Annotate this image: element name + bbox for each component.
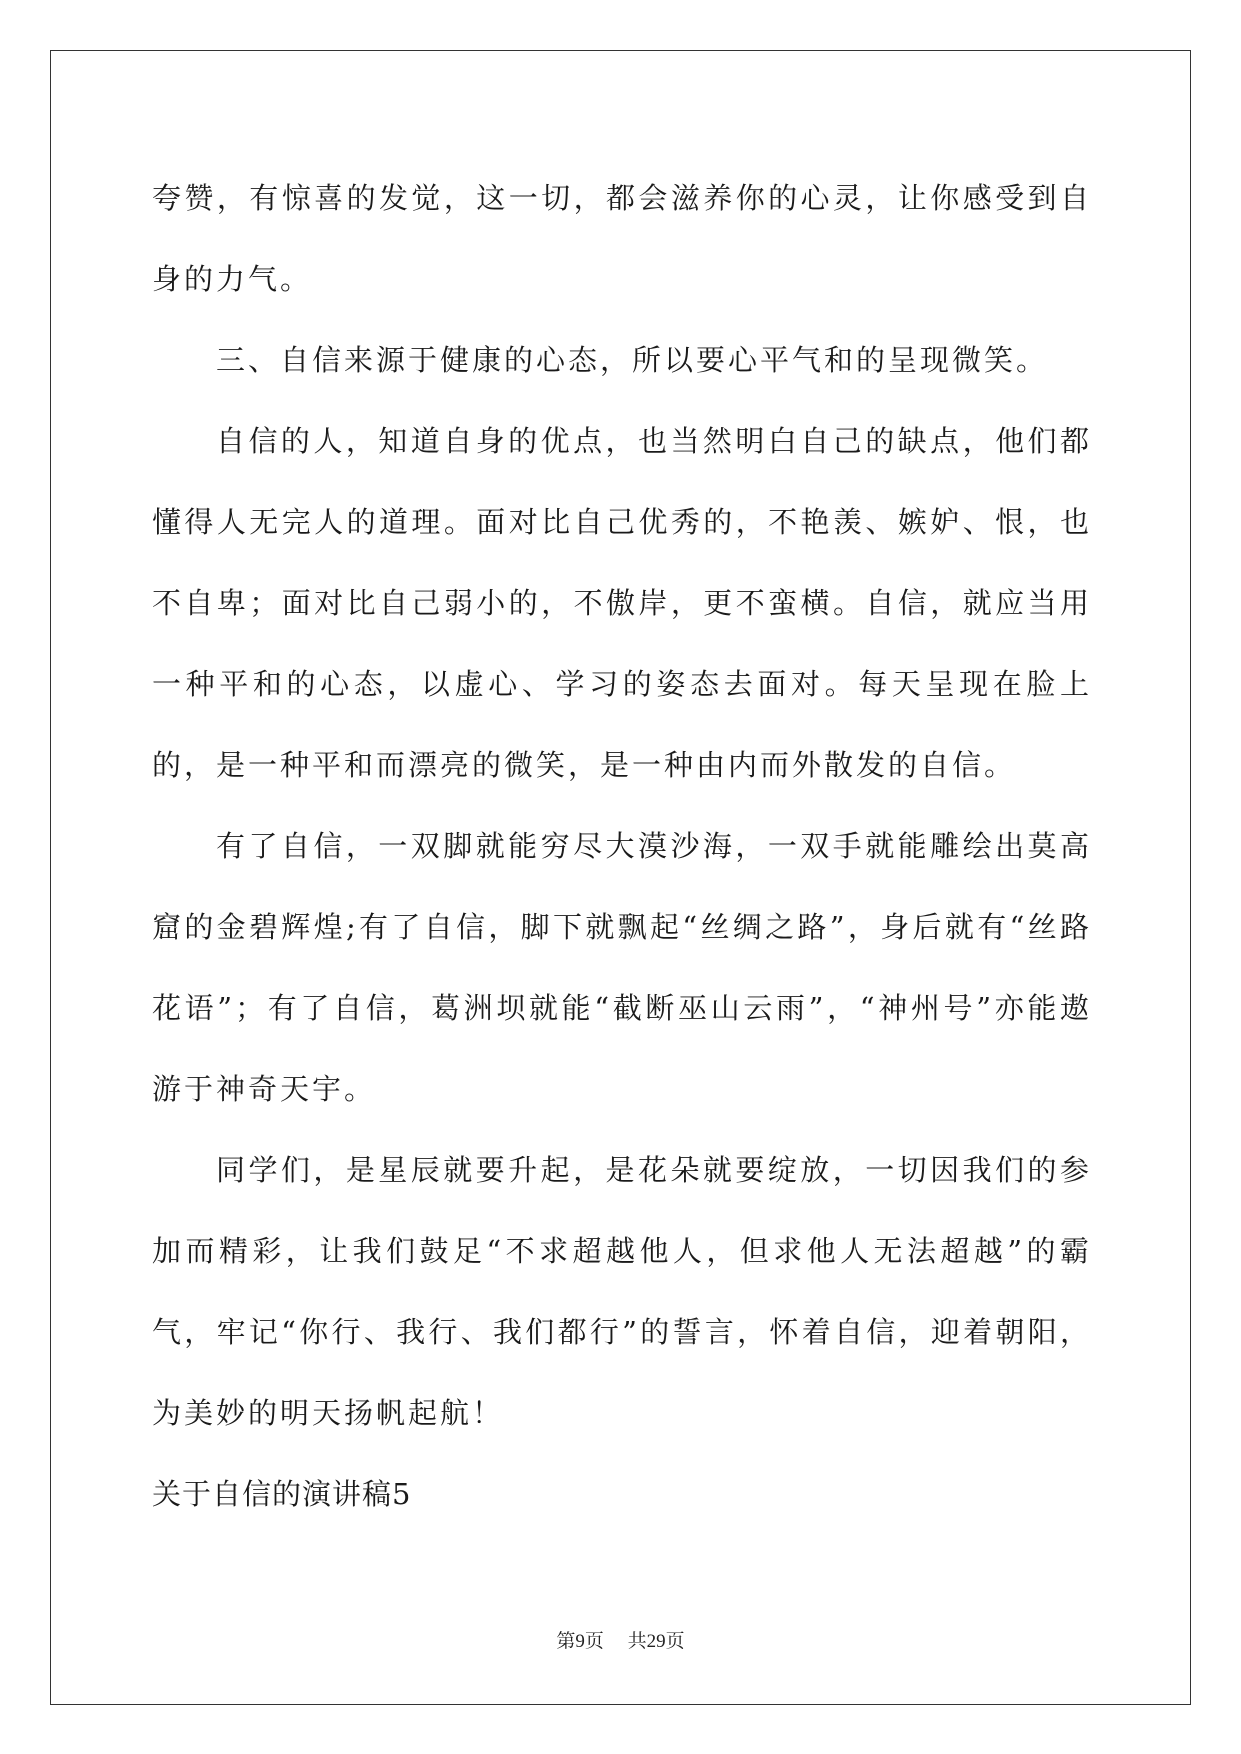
- page-number: 第9页: [556, 1631, 604, 1652]
- paragraph: 同学们，是星辰就要升起，是花朵就要绽放，一切因我们的参加而精彩，让我们鼓足“不求超越他人，但求他人无法超越”的霸气，牢记“你行、我行、我们都行”的誓言，怀着自信，迎着朝阳，为美妙的明天扬帆起航！: [152, 1153, 1092, 1430]
- paragraph: 夸赞，有惊喜的发觉，这一切，都会滋养你的心灵，让你感受到自身的力气。: [152, 181, 1092, 296]
- page-footer: [0, 1626, 1241, 1653]
- section-heading: 关于自信的演讲稿5: [152, 1477, 412, 1511]
- paragraph: 自信的人，知道自身的优点，也当然明白自己的缺点，他们都懂得人无完人的道理。面对比自己优秀的，不艳羡、嫉妒、恨，也不自卑；面对比自己弱小的，不傲岸，更不蛮横。自信，就应当用一种平和的心态，以虚心、学习的姿态去面对。每天呈现在脸上的，是一种平和而漂亮的微笑，是一种由内而外散发的自信。: [152, 424, 1092, 782]
- document-body: [152, 158, 1092, 1535]
- paragraph: 有了自信，一双脚就能穷尽大漠沙海，一双手就能雕绘出莫高窟的金碧辉煌;有了自信，脚下就飘起“丝绸之路”，身后就有“丝路花语”；有了自信，葛洲坝就能“截断巫山云雨”，“神州号”亦能遨游于神奇天宇。: [152, 829, 1092, 1106]
- page-total: 共29页: [627, 1631, 685, 1652]
- paragraph: 三、自信来源于健康的心态，所以要心平气和的呈现微笑。: [216, 343, 1049, 377]
